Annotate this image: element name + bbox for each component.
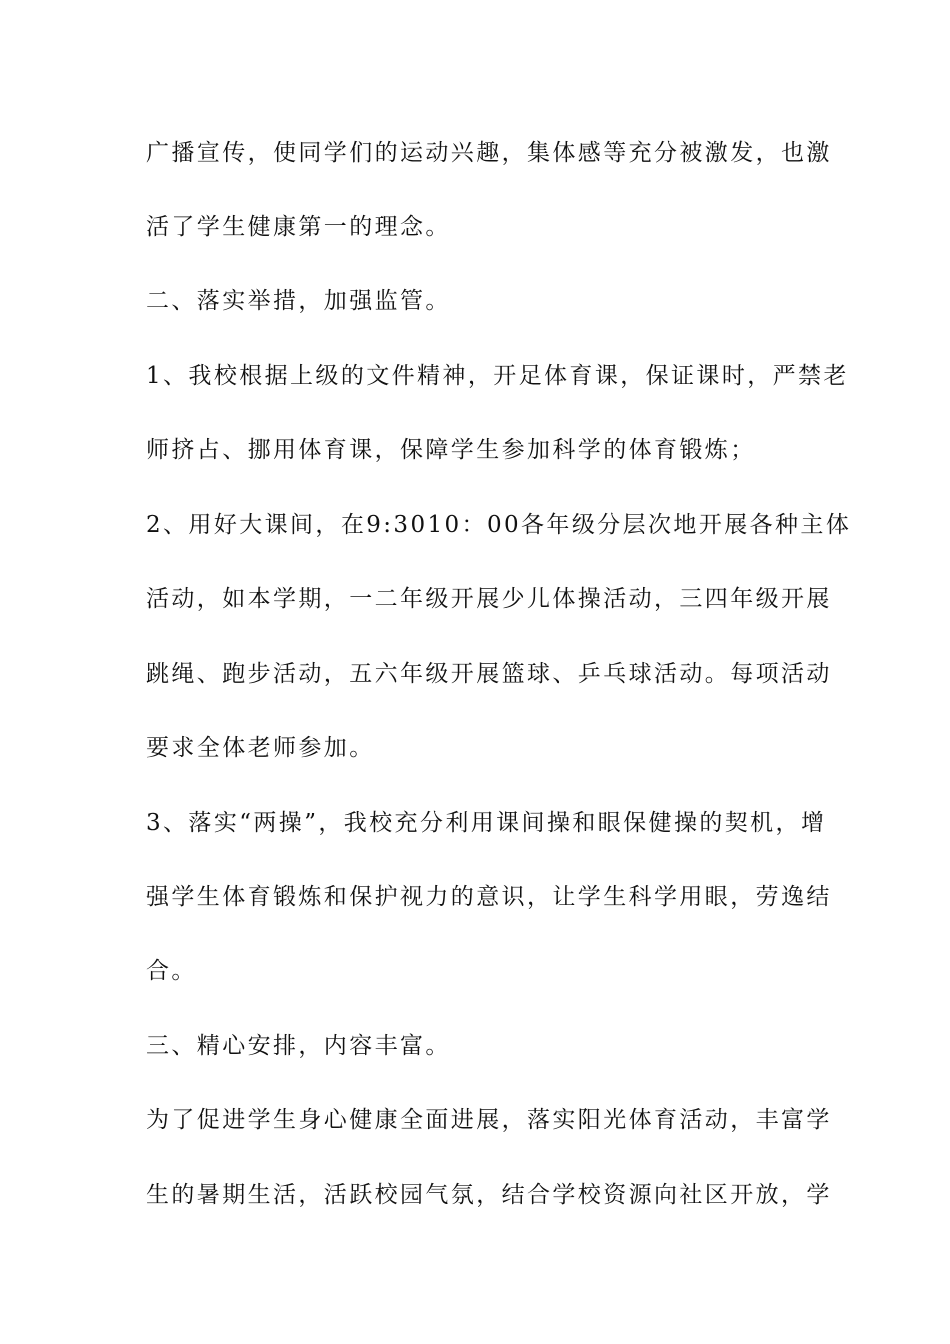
section-heading: 三、精心安排，内容丰富。	[146, 1033, 451, 1059]
text-line: 2、用好大课间，在9:3010：00各年级分层次地开展各种主体	[146, 512, 852, 538]
text-line: 合。	[146, 958, 197, 984]
text-line: 强学生体育锻炼和保护视力的意识，让学生科学用眼，劳逸结	[146, 884, 832, 910]
text-line: 师挤占、挪用体育课，保障学生参加科学的体育锻炼；	[146, 437, 756, 463]
text-line: 1、我校根据上级的文件精神，开足体育课，保证课时，严禁老	[146, 363, 849, 389]
text-line: 广播宣传，使同学们的运动兴趣，集体感等充分被激发，也激	[146, 140, 832, 166]
text-line: 活了学生健康第一的理念。	[146, 214, 451, 240]
section-heading: 二、落实举措，加强监管。	[146, 288, 451, 314]
text-line: 跳绳、跑步活动，五六年级开展篮球、乒乓球活动。每项活动	[146, 661, 832, 687]
text-line: 要求全体老师参加。	[146, 735, 375, 761]
text-line: 3、落实“两操”，我校充分利用课间操和眼保健操的契机，增	[146, 810, 827, 836]
text-line: 生的暑期生活，活跃校园气氛，结合学校资源向社区开放，学	[146, 1182, 832, 1208]
text-line: 为了促进学生身心健康全面进展，落实阳光体育活动，丰富学	[146, 1107, 832, 1133]
text-line: 活动，如本学期，一二年级开展少儿体操活动，三四年级开展	[146, 586, 832, 612]
